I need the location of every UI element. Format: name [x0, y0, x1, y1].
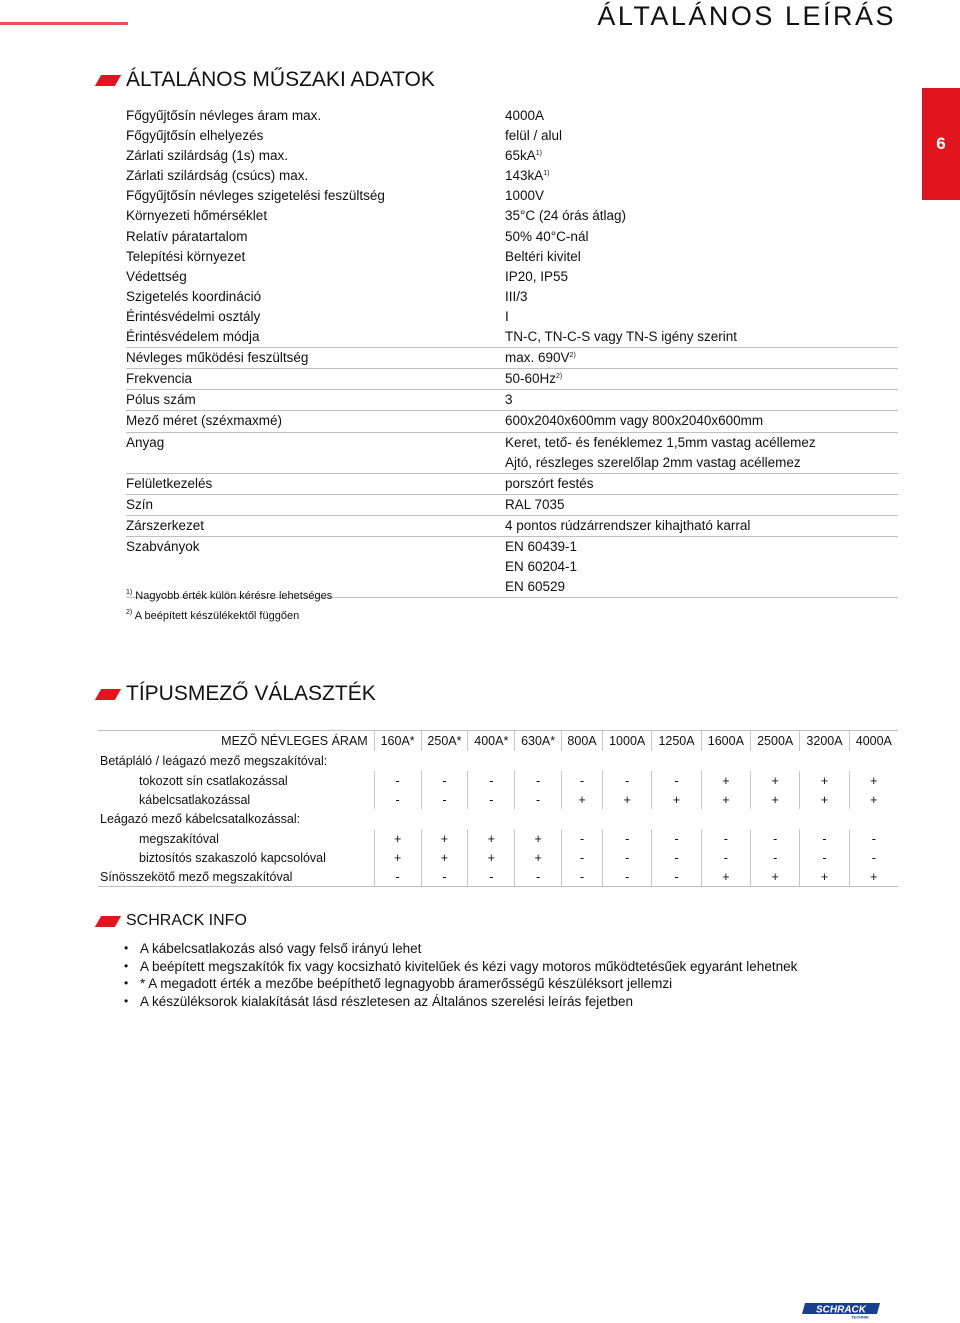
specs-title-text: ÁLTALÁNOS MŰSZAKI ADATOK [126, 68, 435, 91]
spec-value-text: IP20, IP55 [505, 268, 569, 284]
spec-footnote-mark: 1) [535, 150, 543, 158]
spec-label: Szigetelés koordináció [126, 288, 262, 304]
chapter-tab[interactable] [922, 88, 960, 200]
table-cell: - [701, 829, 750, 848]
column-header: 2500A [751, 731, 800, 752]
table-cell: - [515, 790, 562, 809]
logo-text: SCHRACK [816, 1304, 866, 1316]
table-cell: + [751, 771, 800, 790]
spec-label: Anyag [126, 434, 165, 450]
info-section-title [98, 912, 247, 930]
spec-value [505, 516, 898, 536]
spec-label: Érintésvédelem módja [126, 329, 260, 345]
spec-value [505, 267, 898, 287]
table-cell: - [652, 848, 701, 867]
table-cell: + [468, 848, 515, 867]
spec-row [126, 348, 898, 369]
spec-value-text: I [505, 308, 509, 324]
table-cell: - [421, 867, 468, 887]
spec-row [126, 126, 898, 146]
spec-value-text: Beltéri kivitel [505, 248, 581, 264]
section-marker-icon [95, 689, 121, 700]
footnotes [126, 590, 332, 630]
spec-label: Pólus szám [126, 392, 196, 408]
info-item: • A készüléksorok kialakítását lásd részletesen az Általános szerelési leírás fejetben [124, 993, 824, 1010]
table-cell: - [562, 867, 603, 887]
table-cell: + [603, 790, 652, 809]
spec-value [505, 307, 898, 327]
table-row [98, 771, 898, 790]
top-accent-line [0, 22, 128, 25]
table-cell: - [562, 848, 603, 867]
row-label: Sínösszekötő mező megszakítóval [98, 867, 374, 887]
table-cell: - [800, 848, 849, 867]
table-cell: - [849, 829, 898, 848]
spec-label: Telepítési környezet [126, 248, 246, 264]
types-table [98, 730, 898, 887]
table-cell: + [800, 790, 849, 809]
row-label: kábelcsatlakozással [139, 792, 251, 807]
spec-row [126, 390, 898, 411]
table-cell: + [421, 829, 468, 848]
spec-value-line: EN 60439-1 [505, 538, 578, 554]
spec-value [505, 186, 898, 206]
types-section-title [98, 682, 376, 706]
footnote-mark: 1) [126, 589, 133, 596]
spec-value [505, 537, 898, 597]
spec-value [505, 126, 898, 146]
spec-row [126, 327, 898, 348]
table-cell: - [374, 771, 421, 790]
spec-value [505, 206, 898, 226]
table-row [98, 790, 898, 809]
spec-label: Mező méret (széxmaxmé) [126, 413, 283, 429]
spec-value [505, 411, 898, 431]
spec-value-text: 65kA [505, 148, 536, 164]
spec-row [126, 516, 898, 537]
spec-value-text: III/3 [505, 288, 528, 304]
spec-value-text: 4000A [505, 108, 545, 123]
spec-label: Főgyűjtősín névleges áram max. [126, 108, 322, 123]
spec-row [126, 227, 898, 247]
spec-label: Relatív páratartalom [126, 228, 248, 244]
table-cell: - [562, 829, 603, 848]
spec-value-text: 50-60Hz [505, 371, 557, 387]
table-cell: - [652, 829, 701, 848]
table-cell: + [374, 848, 421, 867]
spec-value-text: max. 690V [505, 350, 570, 366]
table-cell: + [849, 867, 898, 887]
table-cell: + [800, 771, 849, 790]
table-cell: - [849, 848, 898, 867]
table-cell: + [701, 771, 750, 790]
spec-footnote-mark: 2) [569, 352, 576, 360]
spec-label: Zárlati szilárdság (csúcs) max. [126, 168, 309, 184]
table-cell: - [603, 829, 652, 848]
spec-label: Névleges működési feszültség [126, 350, 309, 366]
column-header: 3200A [800, 731, 849, 752]
spec-label: Szabványok [126, 538, 200, 554]
table-row [98, 751, 898, 771]
spec-row [126, 369, 898, 390]
spec-value [505, 348, 898, 368]
spec-value-line: EN 60204-1 [505, 559, 578, 575]
spec-value-text: 3 [505, 392, 513, 408]
spec-row [126, 433, 898, 474]
spec-value [505, 146, 898, 166]
group-label: Leágazó mező kábelcsatalkozással: [100, 812, 301, 826]
specs-section-title [98, 68, 435, 92]
table-cell: - [751, 848, 800, 867]
spec-value [505, 166, 898, 186]
spec-row [126, 495, 898, 516]
spec-value [505, 327, 898, 347]
table-cell: + [374, 829, 421, 848]
spec-label: Főgyűjtősín elhelyezés [126, 128, 264, 144]
spec-label: Felületkezelés [126, 475, 213, 491]
spec-label: Érintésvédelmi osztály [126, 308, 261, 324]
spec-value [505, 227, 898, 247]
table-cell: + [652, 790, 701, 809]
spec-value-text: 50% 40°C-nál [505, 228, 589, 244]
spec-row [126, 166, 898, 186]
info-title-text: SCHRACK INFO [126, 912, 247, 929]
spec-row [126, 474, 898, 495]
spec-value [505, 495, 898, 515]
table-cell: - [515, 771, 562, 790]
page-title: ÁLTALÁNOS LEÍRÁS [597, 1, 896, 31]
table-cell: + [515, 829, 562, 848]
spec-footnote-mark: 2) [556, 373, 563, 381]
table-cell: + [800, 867, 849, 887]
table-cell: - [603, 867, 652, 887]
table-cell: - [421, 790, 468, 809]
spec-value [505, 433, 898, 473]
table-cell: - [603, 771, 652, 790]
table-cell: + [562, 790, 603, 809]
spec-value [505, 287, 898, 307]
section-marker-icon [95, 75, 121, 86]
spec-value [505, 106, 898, 126]
spec-value [505, 474, 898, 494]
spec-label: Zárlati szilárdság (1s) max. [126, 148, 289, 164]
footnote-text: A beépített készülékektől függően [134, 610, 300, 622]
header-label: MEZŐ NÉVLEGES ÁRAM [98, 731, 374, 752]
schrack-logo [802, 1302, 882, 1319]
column-header: 1600A [701, 731, 750, 752]
table-cell: + [468, 829, 515, 848]
spec-value-line: Ajtó, részleges szerelőlap 2mm vastag acéllemez [505, 454, 801, 470]
spec-label: Zárszerkezet [126, 517, 205, 533]
spec-label: Védettség [126, 268, 187, 284]
row-label: megszakítóval [139, 831, 219, 846]
table-cell: - [652, 867, 701, 887]
table-cell: - [468, 867, 515, 887]
footnote-mark: 2) [126, 609, 133, 616]
table-row [98, 848, 898, 867]
spec-value-line: porszórt festés [505, 475, 594, 491]
info-list [124, 940, 824, 1010]
table-cell: - [800, 829, 849, 848]
table-cell: - [562, 771, 603, 790]
section-marker-icon [95, 916, 121, 927]
spec-value-text: TN-C, TN-C-S vagy TN-S igény szerint [505, 329, 738, 345]
table-cell: + [421, 848, 468, 867]
spec-value-text: 143kA [505, 168, 544, 184]
spec-row [126, 307, 898, 327]
row-label: tokozott sín csatlakozással [139, 773, 288, 788]
spec-value [505, 247, 898, 267]
info-item: • A beépített megszakítók fix vagy kocsizható kivitelűek és kézi vagy motoros működtetésűek egyaránt lehetnek [124, 958, 824, 975]
table-row [98, 867, 898, 887]
footnote [126, 590, 332, 610]
column-header: 400A* [468, 731, 515, 752]
table-cell: - [751, 829, 800, 848]
info-item: • A kábelcsatlakozás alsó vagy felső irányú lehet [124, 940, 824, 957]
specs-list [126, 106, 898, 598]
chapter-number: 6 [936, 134, 946, 153]
spec-value-line: EN 60529 [505, 579, 566, 595]
table-cell: - [652, 771, 701, 790]
spec-value-line: 4 pontos rúdzárrendszer kihajtható karral [505, 517, 751, 533]
spec-label: Főgyűjtősín névleges szigetelési feszültség [126, 188, 385, 204]
info-item: • * A megadott érték a mezőbe beépíthető legnagyobb áramerősségű készüléksort jellemzi [124, 975, 824, 992]
column-header: 160A* [374, 731, 421, 752]
table-header-row [98, 731, 898, 752]
spec-row [126, 411, 898, 432]
table-cell: + [849, 790, 898, 809]
types-title-text: TÍPUSMEZŐ VÁLASZTÉK [126, 682, 376, 705]
spec-value-text: 1000V [505, 188, 545, 204]
footnote [126, 610, 332, 630]
spec-value-text: felül / alul [505, 128, 563, 144]
spec-row [126, 247, 898, 267]
table-cell: - [468, 790, 515, 809]
table-cell: - [515, 867, 562, 887]
spec-value-line: RAL 7035 [505, 496, 565, 512]
column-header: 1000A [603, 731, 652, 752]
table-cell: + [849, 771, 898, 790]
spec-value [505, 369, 898, 389]
spec-row [126, 186, 898, 206]
column-header: 250A* [421, 731, 468, 752]
table-cell: - [468, 771, 515, 790]
column-header: 630A* [515, 731, 562, 752]
spec-row [126, 206, 898, 226]
logo-subtext: TECHNIK [851, 1314, 869, 1319]
footnote-text: Nagyobb érték külön kérésre lehetséges [135, 590, 333, 602]
spec-label: Környezeti hőmérséklet [126, 208, 268, 224]
column-header: 800A [562, 731, 603, 752]
table-cell: - [421, 771, 468, 790]
spec-value [505, 390, 898, 410]
spec-label: Szín [126, 496, 154, 512]
spec-value-line: Keret, tető- és fenéklemez 1,5mm vastag acéllemez [505, 434, 816, 450]
table-cell: + [701, 790, 750, 809]
table-row [98, 809, 898, 829]
table-cell: + [751, 790, 800, 809]
spec-footnote-mark: 1) [543, 170, 550, 178]
table-cell: + [701, 867, 750, 887]
table-cell: - [374, 867, 421, 887]
spec-row [126, 146, 898, 166]
table-cell: + [751, 867, 800, 887]
row-label: biztosítós szakaszoló kapcsolóval [139, 850, 326, 865]
spec-value-text: 35°C (24 órás átlag) [505, 208, 626, 224]
table-cell: - [701, 848, 750, 867]
spec-row [126, 106, 898, 126]
spec-label: Frekvencia [126, 371, 193, 387]
spec-row [126, 267, 898, 287]
table-row [98, 829, 898, 848]
column-header: 4000A [849, 731, 898, 752]
table-cell: - [603, 848, 652, 867]
group-label: Betápláló / leágazó mező megszakítóval: [100, 754, 328, 768]
table-cell: + [515, 848, 562, 867]
spec-row [126, 287, 898, 307]
column-header: 1250A [652, 731, 701, 752]
table-cell: - [374, 790, 421, 809]
spec-value-text: 600x2040x600mm vagy 800x2040x600mm [505, 413, 764, 429]
